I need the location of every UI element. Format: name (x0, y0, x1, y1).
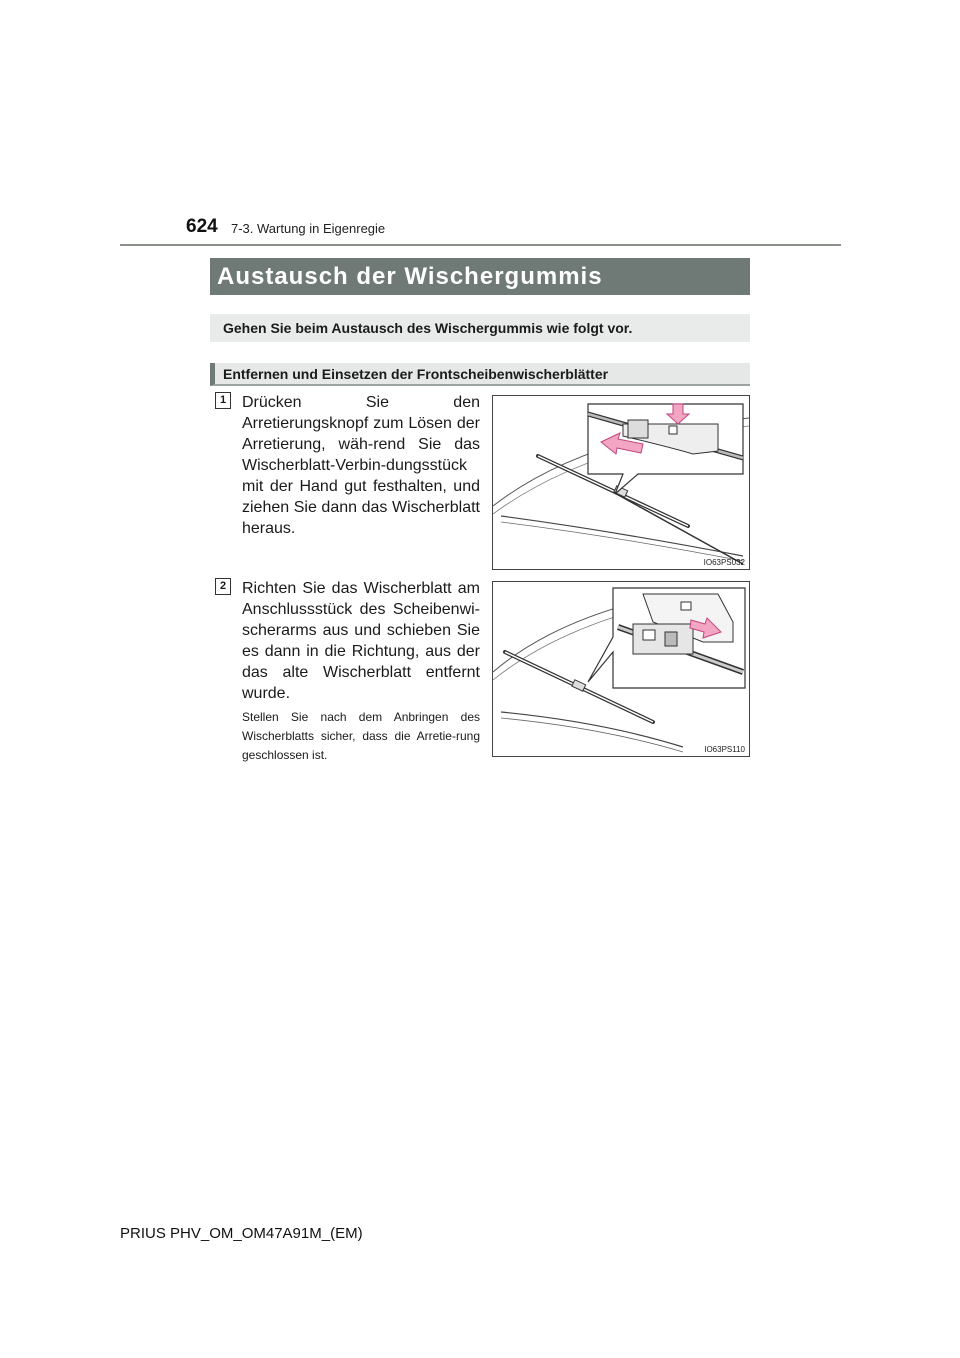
step-2-text: Richten Sie das Wischerblatt am Anschlussstück des Scheibenwi-scherarms aus und schieben Sie es dann in die Richtung, aus der das alte Wischerblatt entfernt wurde. (242, 580, 480, 702)
figure-wiper-removal (492, 395, 750, 570)
step-1-text: Drücken Sie den Arretierungsknopf zum Lösen der Arretierung, wäh-rend Sie das Wischerblatt-Verbin-dungsstück mit der Hand gut festhalten, und ziehen Sie dann das Wischerblatt heraus. (242, 394, 480, 537)
section-label: 7-3. Wartung in Eigenregie (231, 221, 386, 236)
header-divider (120, 244, 841, 246)
page-number: 624 (186, 216, 218, 237)
figure-code-1: IO63PS032 (703, 558, 745, 567)
intro-text: Gehen Sie beim Austausch des Wischergummis wie folgt vor. (210, 314, 750, 342)
footer-doc-id: PRIUS PHV_OM_OM47A91M_(EM) (120, 1225, 363, 1242)
step-number-1: 1 (215, 392, 231, 409)
step-number-2: 2 (215, 578, 231, 595)
subheading: Entfernen und Einsetzen der Frontscheibenwischerblätter (210, 363, 750, 386)
wiper-install-illustration (493, 582, 749, 756)
page-title: Austausch der Wischergummis (210, 258, 750, 295)
figure-wiper-install (492, 581, 750, 757)
step-2-note: Stellen Sie nach dem Anbringen des Wischerblatts sicher, dass die Arretie-rung geschlossen ist. (242, 710, 480, 762)
figure-code-2: IO63PS110 (704, 745, 745, 754)
wiper-removal-illustration (493, 396, 749, 569)
